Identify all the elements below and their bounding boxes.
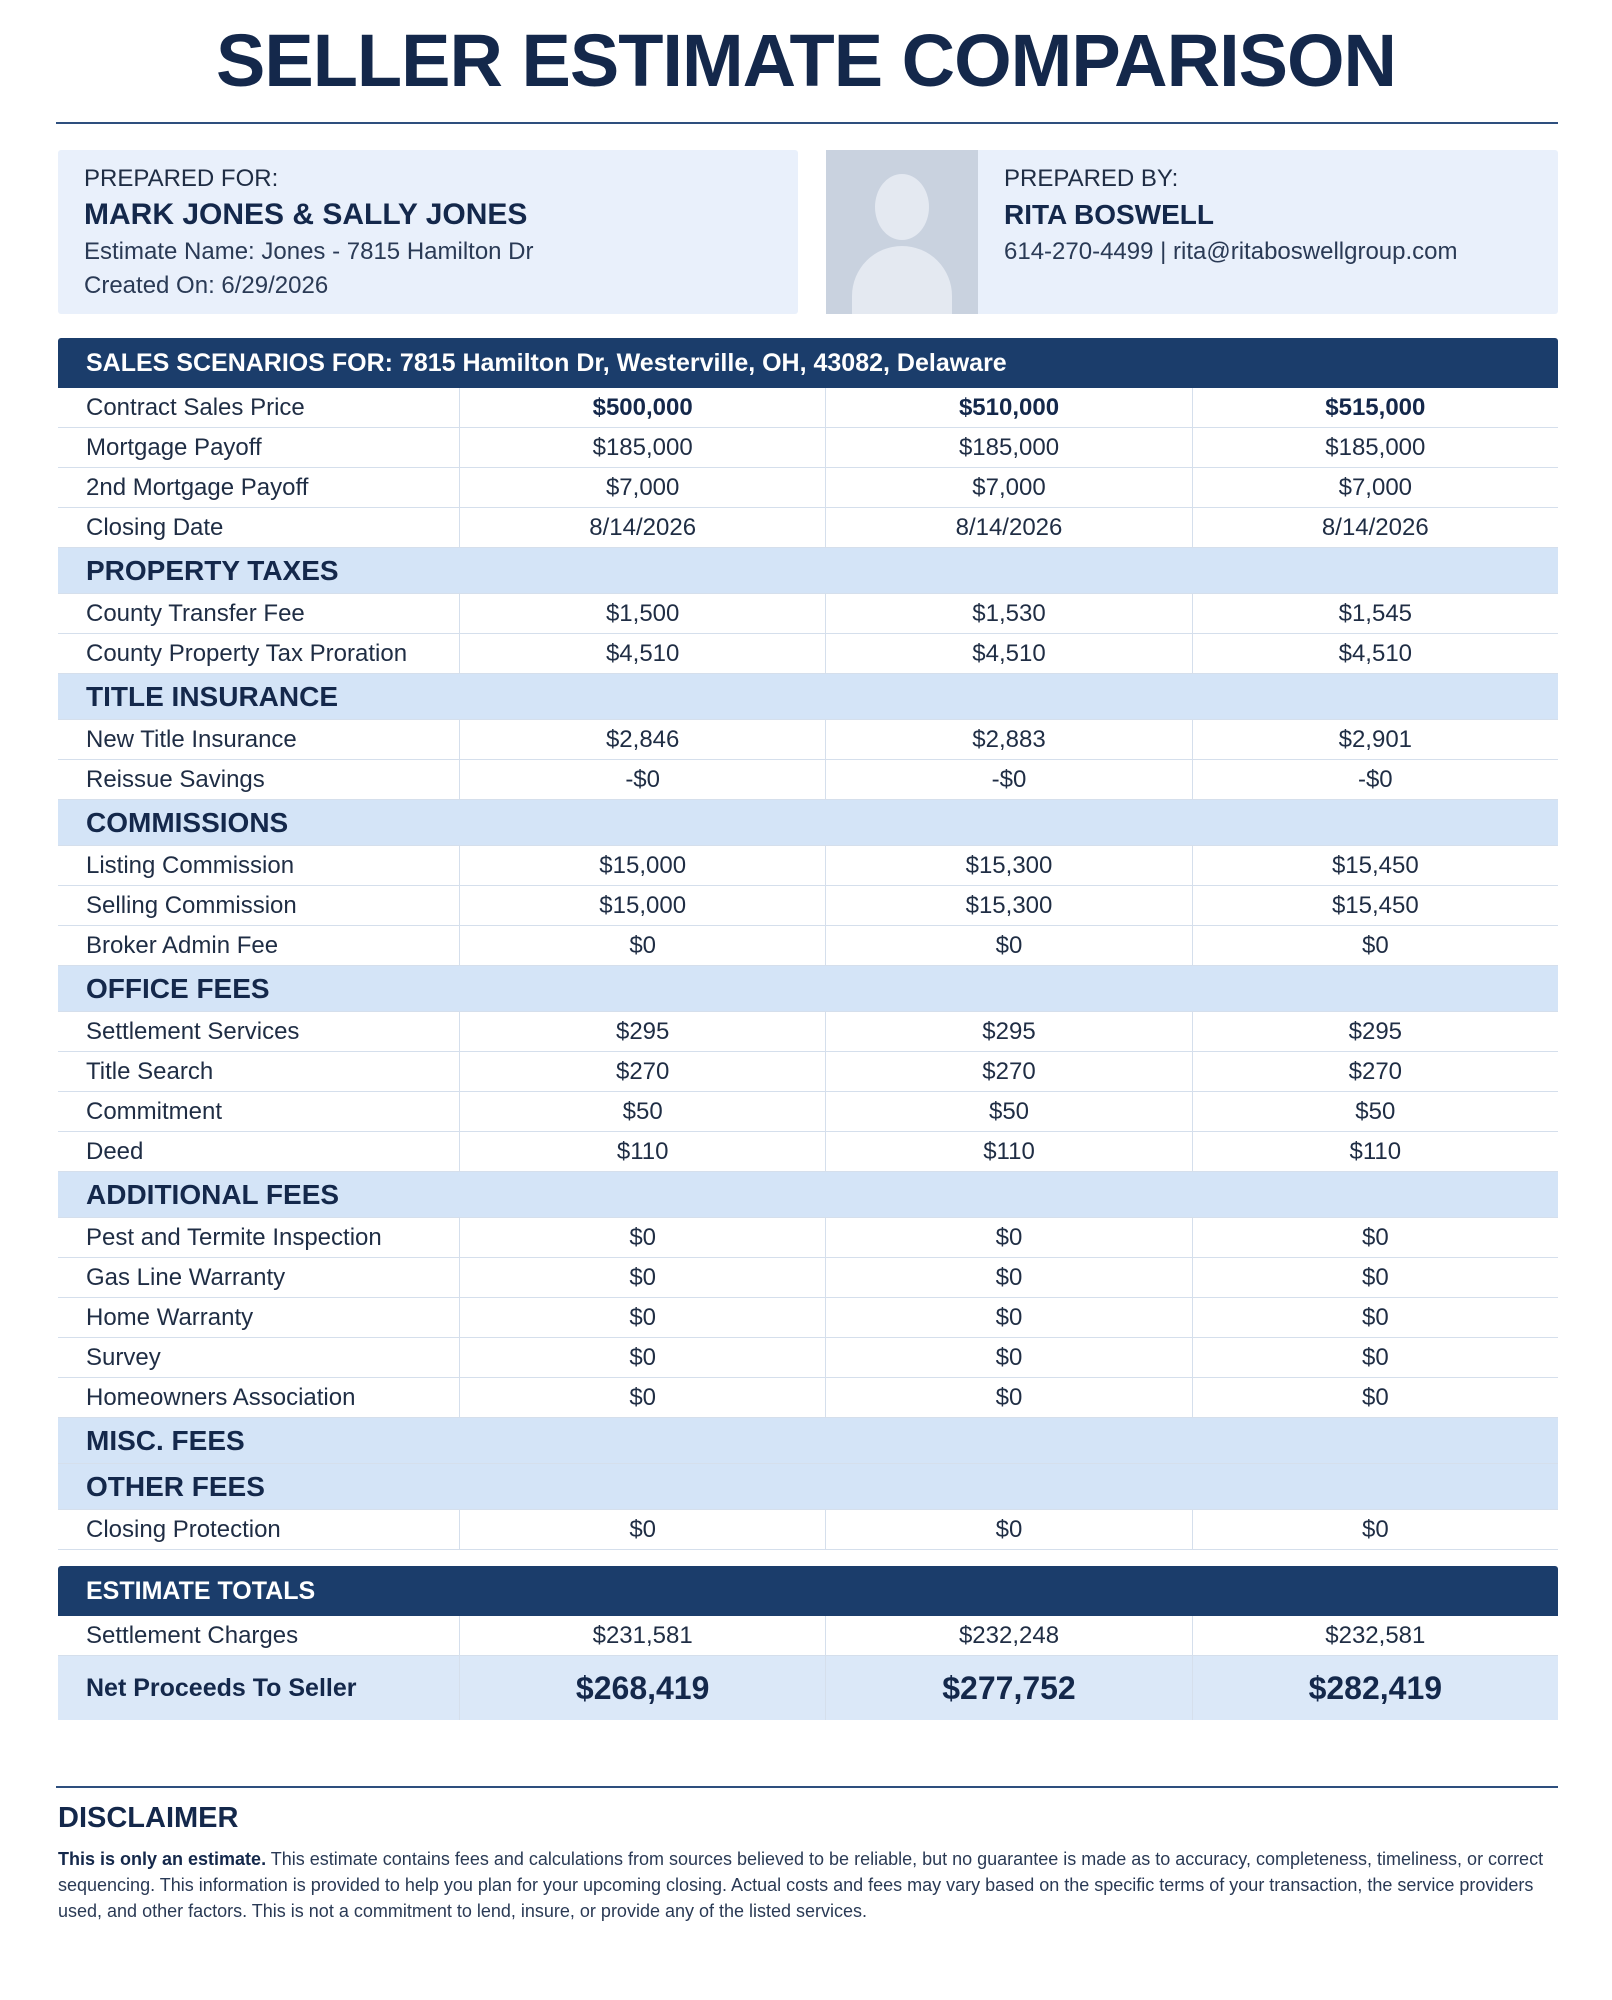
scenario-2-value: $0 (826, 1298, 1192, 1337)
estimate-table (58, 338, 1558, 1720)
scenario-3-value: $282,419 (1308, 1669, 1443, 1706)
net-proceeds-row (58, 1656, 1558, 1720)
scenario-3-value: $0 (1361, 1303, 1389, 1331)
section-heading: OFFICE FEES (58, 966, 1558, 1012)
scenario-3-value: -$0 (1357, 765, 1393, 793)
scenario-2-value: $0 (826, 1218, 1192, 1257)
scenario-2-value: $270 (826, 1052, 1192, 1091)
estimate-name: Estimate Name: Jones - 7815 Hamilton Dr (84, 238, 534, 265)
scenario-3-value: $15,450 (1331, 891, 1419, 919)
row-label: 2nd Mortgage Payoff (58, 468, 460, 507)
section-heading: MISC. FEES (58, 1418, 1558, 1464)
row-label: Pest and Termite Inspection (58, 1218, 460, 1257)
totals-header: ESTIMATE TOTALS (58, 1566, 1558, 1616)
scenario-2-value: $7,000 (826, 468, 1192, 507)
table-row (58, 760, 1558, 800)
scenario-2-value: $232,248 (826, 1616, 1192, 1655)
scenario-1-value: $268,419 (460, 1656, 826, 1720)
scenario-2-value: $0 (826, 1378, 1192, 1417)
scenario-1-value: $110 (460, 1132, 826, 1171)
scenario-2-value: $2,883 (826, 720, 1192, 759)
scenario-3-value: $7,000 (1338, 473, 1413, 501)
scenario-2-value: $0 (826, 926, 1192, 965)
scenario-3-value: 8/14/2026 (1321, 513, 1429, 541)
disclaimer-text (58, 1846, 1558, 1924)
client-names: MARK JONES & SALLY JONES (84, 198, 528, 231)
scenario-3-value: $270 (1348, 1057, 1403, 1085)
scenario-3-value: $0 (1361, 1343, 1389, 1371)
table-row (58, 468, 1558, 508)
row-label: Gas Line Warranty (58, 1258, 460, 1297)
row-label: Listing Commission (58, 846, 460, 885)
row-label: Closing Date (58, 508, 460, 547)
table-row (58, 926, 1558, 966)
table-row (58, 1378, 1558, 1418)
scenario-2-value: $15,300 (826, 846, 1192, 885)
table-row (58, 594, 1558, 634)
scenario-2-value: $510,000 (826, 388, 1192, 427)
scenario-1-value: -$0 (460, 760, 826, 799)
table-row (58, 886, 1558, 926)
row-label: Contract Sales Price (58, 388, 460, 427)
scenario-1-value: 8/14/2026 (460, 508, 826, 547)
table-row (58, 1510, 1558, 1550)
row-label: Survey (58, 1338, 460, 1377)
scenario-3-value: $0 (1361, 1223, 1389, 1251)
row-label: Settlement Services (58, 1012, 460, 1051)
row-label: Settlement Charges (58, 1616, 460, 1655)
scenario-1-value: $2,846 (460, 720, 826, 759)
scenario-1-value: $270 (460, 1052, 826, 1091)
scenario-2-value: 8/14/2026 (826, 508, 1192, 547)
agent-name: RITA BOSWELL (1004, 199, 1214, 230)
section-heading: PROPERTY TAXES (58, 548, 1558, 594)
prepared-for-card (58, 150, 798, 314)
row-label: Home Warranty (58, 1298, 460, 1337)
scenario-1-value: $231,581 (460, 1616, 826, 1655)
table-row (58, 1092, 1558, 1132)
scenario-1-value: $500,000 (460, 388, 826, 427)
avatar-placeholder-icon (826, 150, 978, 314)
scenario-2-value: -$0 (826, 760, 1192, 799)
scenario-1-value: $0 (460, 1338, 826, 1377)
row-label: Commitment (58, 1092, 460, 1131)
scenario-2-value: $295 (826, 1012, 1192, 1051)
table-spacer (58, 1550, 1558, 1566)
table-row (58, 428, 1558, 468)
scenario-2-value: $15,300 (826, 886, 1192, 925)
scenario-3-value: $4,510 (1338, 639, 1413, 667)
table-row (58, 634, 1558, 674)
row-label: Broker Admin Fee (58, 926, 460, 965)
scenario-2-value: $0 (826, 1510, 1192, 1549)
scenario-1-value: $0 (460, 1378, 826, 1417)
row-label: Net Proceeds To Seller (58, 1656, 460, 1720)
row-label: Homeowners Association (58, 1378, 460, 1417)
row-label: Title Search (58, 1052, 460, 1091)
scenario-2-value: $110 (826, 1132, 1192, 1171)
disclaimer-lead: This is only an estimate. (58, 1849, 267, 1869)
prepared-for-label: PREPARED FOR: (84, 165, 279, 192)
scenario-1-value: $1,500 (460, 594, 826, 633)
agent-contact: 614-270-4499 | rita@ritaboswellgroup.com (1004, 238, 1458, 265)
scenario-1-value: $15,000 (460, 886, 826, 925)
scenario-1-value: $0 (460, 1258, 826, 1297)
scenario-header: SALES SCENARIOS FOR: 7815 Hamilton Dr, Westerville, OH, 43082, Delaware (58, 338, 1558, 388)
scenario-3-value: $50 (1355, 1097, 1396, 1125)
section-heading: OTHER FEES (58, 1464, 1558, 1510)
table-row (58, 1132, 1558, 1172)
row-label: New Title Insurance (58, 720, 460, 759)
table-row (58, 508, 1558, 548)
scenario-1-value: $15,000 (460, 846, 826, 885)
scenario-3-value: $0 (1361, 1515, 1389, 1543)
scenario-3-value: $0 (1361, 1263, 1389, 1291)
table-row (58, 846, 1558, 886)
prepared-by-label: PREPARED BY: (1004, 165, 1179, 192)
row-label: Selling Commission (58, 886, 460, 925)
disclaimer-body: This estimate contains fees and calculations from sources believed to be reliable, but no guarantee is made as to accuracy, completeness, timeliness, or correct sequencing. This information is provided to help you plan for your upcoming closing. Actual costs and fees may vary based on the specific terms of your transaction, the service providers used, and other factors. This is not a commitment to lend, insure, or provide any of the listed services. (58, 1849, 1544, 1921)
scenario-2-value: $277,752 (826, 1656, 1192, 1720)
table-row (58, 1052, 1558, 1092)
row-label: Deed (58, 1132, 460, 1171)
scenario-3-value: $0 (1361, 1383, 1389, 1411)
disclaimer-divider (56, 1786, 1558, 1788)
table-row (58, 1616, 1558, 1656)
scenario-2-value: $0 (826, 1338, 1192, 1377)
scenario-1-value: $4,510 (460, 634, 826, 673)
scenario-3-value: $110 (1349, 1137, 1402, 1165)
scenario-3-value: $295 (1348, 1017, 1403, 1045)
table-row (58, 720, 1558, 760)
scenario-3-value: $232,581 (1325, 1621, 1426, 1649)
prepared-by-card (826, 150, 1558, 314)
section-heading: COMMISSIONS (58, 800, 1558, 846)
scenario-2-value: $185,000 (826, 428, 1192, 467)
scenario-1-value: $50 (460, 1092, 826, 1131)
title-divider (56, 122, 1558, 124)
created-on: Created On: 6/29/2026 (84, 272, 329, 299)
section-heading: TITLE INSURANCE (58, 674, 1558, 720)
disclaimer-title: DISCLAIMER (58, 1802, 239, 1834)
scenario-3-value: $185,000 (1325, 433, 1426, 461)
scenario-2-value: $0 (826, 1258, 1192, 1297)
table-row (58, 1258, 1558, 1298)
scenario-1-value: $0 (460, 1298, 826, 1337)
scenario-3-value: $0 (1361, 931, 1389, 959)
scenario-1-value: $185,000 (460, 428, 826, 467)
scenario-3-value: $1,545 (1338, 599, 1413, 627)
scenario-1-value: $0 (460, 1218, 826, 1257)
row-label: Mortgage Payoff (58, 428, 460, 467)
row-label: Closing Protection (58, 1510, 460, 1549)
scenario-3-value: $15,450 (1331, 851, 1419, 879)
scenario-2-value: $50 (826, 1092, 1192, 1131)
row-label: Reissue Savings (58, 760, 460, 799)
scenario-3-value: $2,901 (1338, 725, 1413, 753)
row-label: County Transfer Fee (58, 594, 460, 633)
table-row (58, 1298, 1558, 1338)
section-heading: ADDITIONAL FEES (58, 1172, 1558, 1218)
scenario-1-value: $0 (460, 926, 826, 965)
table-row (58, 1218, 1558, 1258)
scenario-1-value: $0 (460, 1510, 826, 1549)
table-row (58, 1338, 1558, 1378)
scenario-1-value: $295 (460, 1012, 826, 1051)
scenario-1-value: $7,000 (460, 468, 826, 507)
table-row (58, 388, 1558, 428)
scenario-3-value: $515,000 (1325, 393, 1426, 421)
row-label: County Property Tax Proration (58, 634, 460, 673)
scenario-2-value: $1,530 (826, 594, 1192, 633)
table-row (58, 1012, 1558, 1052)
page-title: SELLER ESTIMATE COMPARISON (216, 19, 1396, 102)
scenario-2-value: $4,510 (826, 634, 1192, 673)
